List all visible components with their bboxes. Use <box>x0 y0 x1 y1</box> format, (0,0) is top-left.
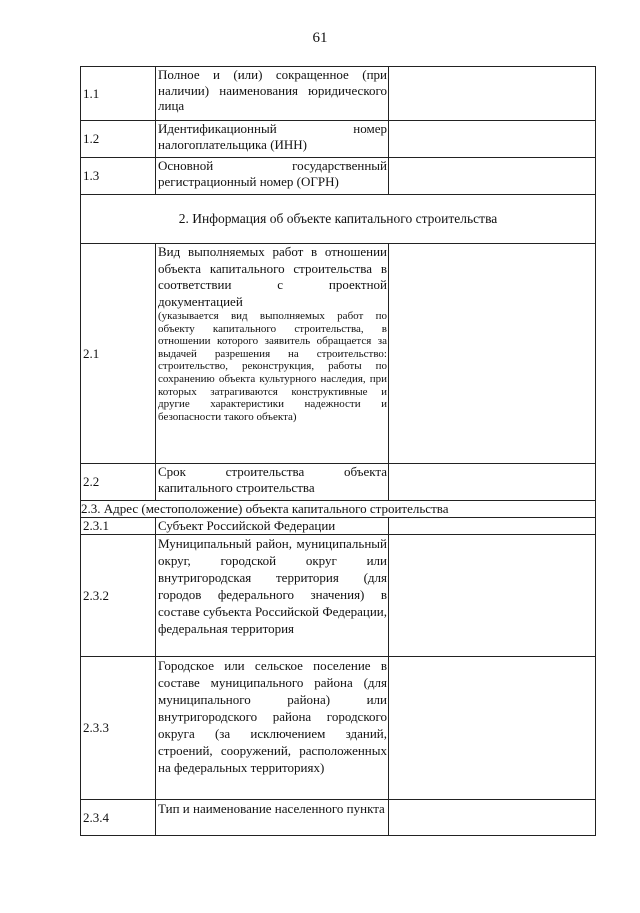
address-heading: 2.3. Адрес (местоположение) объекта капитального строительства <box>81 501 596 518</box>
table-row <box>81 657 596 800</box>
row-label: Идентификационный номер налогоплательщика (ИНН) <box>156 121 389 158</box>
row-value <box>389 158 596 195</box>
row-value <box>389 244 596 464</box>
address-heading-row <box>81 501 596 518</box>
table-row <box>81 518 596 535</box>
row-label: Основной государственный регистрационный номер (ОГРН) <box>156 158 389 195</box>
row-label: Срок строительства объекта капитального строительства <box>156 464 389 501</box>
row-value <box>389 535 596 657</box>
row-number: 2.3.2 <box>81 535 156 657</box>
row-number: 2.3.3 <box>81 657 156 800</box>
table-row <box>81 464 596 501</box>
row-number: 1.3 <box>81 158 156 195</box>
row-number: 1.2 <box>81 121 156 158</box>
row-label: Субъект Российской Федерации <box>156 518 389 535</box>
row-value <box>389 518 596 535</box>
row-note: (указывается вид выполняемых работ по объекту капитального строительства, в отношении которого заявитель обращается за выдачей разрешения на строительство: строительство, реконструкция, работы по сохранению объекта культурного наследия, при которых затрагиваются конструктивные и другие характеристики надежности и безопасности такого объекта) <box>158 310 387 423</box>
row-label-cell <box>156 244 389 464</box>
row-label: Городское или сельское поселение в составе муниципального района (для муниципального района) или внутригородского района городского округа (за исключением зданий, строений, сооружений, расположенных на федеральных территориях) <box>156 657 389 800</box>
row-label: Тип и наименование населенного пункта <box>156 800 389 836</box>
table-row <box>81 800 596 836</box>
table-row <box>81 67 596 121</box>
row-label: Муниципальный район, муниципальный округ, городской округ или внутригородская территория (для городов федерального значения) в составе субъекта Российской Федерации, федеральная территория <box>156 535 389 657</box>
row-value <box>389 657 596 800</box>
row-number: 1.1 <box>81 67 156 121</box>
row-number: 2.2 <box>81 464 156 501</box>
table-row <box>81 158 596 195</box>
row-number: 2.1 <box>81 244 156 464</box>
row-value <box>389 67 596 121</box>
application-form-table <box>80 66 596 836</box>
row-label: Вид выполняемых работ в отношении объекта капитального строительства в соответствии с проектной документацией <box>158 244 387 309</box>
table-row <box>81 535 596 657</box>
section-header-row <box>81 195 596 244</box>
row-value <box>389 121 596 158</box>
row-label: Полное и (или) сокращенное (при наличии) наименования юридического лица <box>156 67 389 121</box>
table-row <box>81 121 596 158</box>
section-title: 2. Информация об объекте капитального строительства <box>81 195 596 244</box>
row-number: 2.3.4 <box>81 800 156 836</box>
row-number: 2.3.1 <box>81 518 156 535</box>
row-value <box>389 464 596 501</box>
row-value <box>389 800 596 836</box>
page-number: 61 <box>312 30 328 46</box>
table-row <box>81 244 596 464</box>
